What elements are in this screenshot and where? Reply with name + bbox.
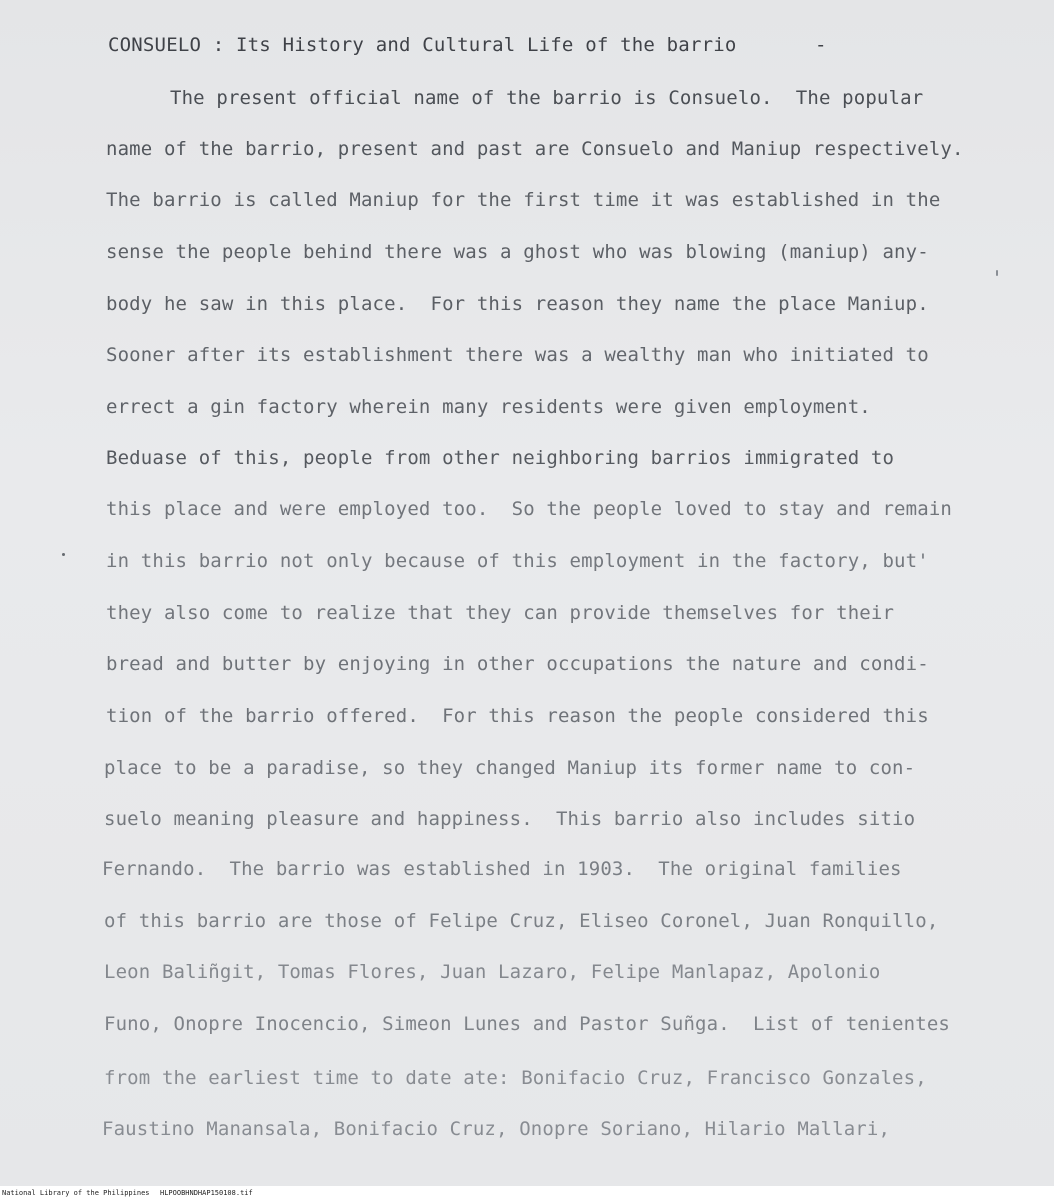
text-line: they also come to realize that they can provide themselves for their (106, 602, 895, 624)
text-line: sense the people behind there was a ghost who was blowing (maniup) any- (106, 241, 929, 263)
text-line: suelo meaning pleasure and happiness. This barrio also includes sitio (104, 808, 916, 830)
text-line: bread and butter by enjoying in other occupations the nature and condi- (106, 653, 929, 675)
text-line: Beduase of this, people from other neighboring barrios immigrated to (106, 447, 895, 469)
scan-footer (0, 1186, 1054, 1198)
text-line: Funo, Onopre Inocencio, Simeon Lunes and Pastor Suñga. List of tenientes (104, 1013, 950, 1035)
text-line: Fernando. The barrio was established in 1903. The original families (102, 858, 902, 880)
paper-speck (996, 270, 998, 276)
text-line: name of the barrio, present and past are Consuelo and Maniup respectively. (106, 138, 964, 160)
text-line: from the earliest time to date ate: Bonifacio Cruz, Francisco Gonzales, (104, 1067, 927, 1089)
text-line: of this barrio are those of Felipe Cruz, Eliseo Coronel, Juan Ronquillo, (104, 910, 939, 932)
text-line: The present official name of the barrio is Consuelo. The popular (170, 87, 924, 109)
text-line: tion of the barrio offered. For this reason the people considered this (106, 705, 929, 727)
paper-speck (62, 553, 65, 556)
text-line: Leon Baliñgit, Tomas Flores, Juan Lazaro, Felipe Manlapaz, Apolonio (104, 961, 881, 983)
text-line: place to be a paradise, so they changed Maniup its former name to con- (104, 757, 916, 779)
library-credit: National Library of the Philippines (2, 1189, 150, 1197)
text-line: The barrio is called Maniup for the first time it was established in the (106, 189, 941, 211)
text-line: in this barrio not only because of this employment in the factory, but' (106, 550, 929, 572)
title-dash: - (815, 34, 827, 56)
text-line: errect a gin factory wherein many residents were given employment. (106, 396, 871, 418)
text-line: this place and were employed too. So the people loved to stay and remain (106, 498, 952, 520)
scan-filename: HLPOOBHNDHAP150108.tif (160, 1189, 253, 1197)
text-line: body he saw in this place. For this reason they name the place Maniup. (106, 293, 929, 315)
text-line: Sooner after its establishment there was a wealthy man who initiated to (106, 344, 929, 366)
text-line: Faustino Manansala, Bonifacio Cruz, Onopre Soriano, Hilario Mallari, (102, 1118, 891, 1140)
document-title: CONSUELO : Its History and Cultural Life of the barrio (108, 34, 737, 56)
